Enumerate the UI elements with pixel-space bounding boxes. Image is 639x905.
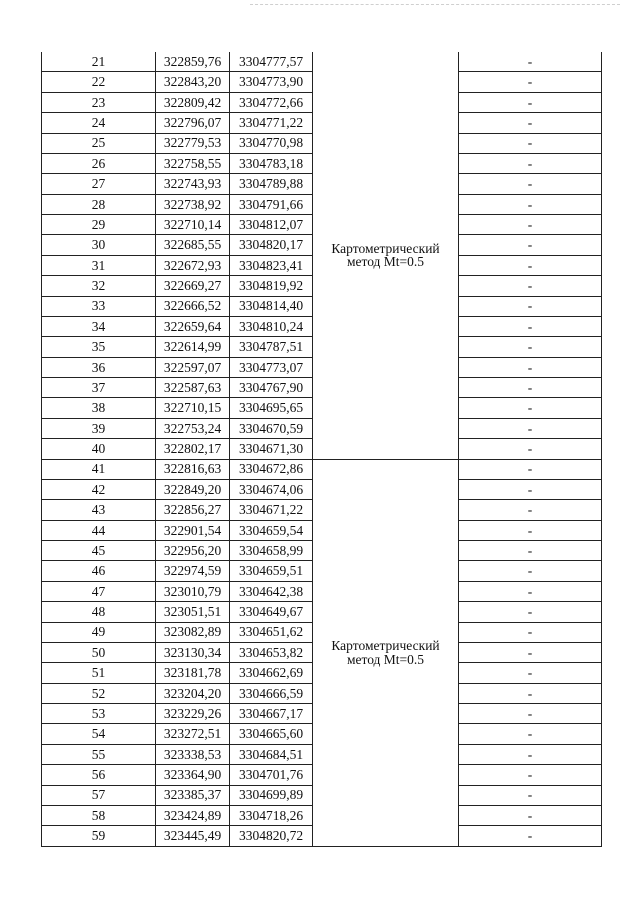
note-cell: - [459,826,602,846]
point-number-cell: 27 [42,174,156,194]
x-coordinate-cell: 322614,99 [156,337,230,357]
y-coordinate-cell: 3304820,17 [230,235,313,255]
coordinates-table-body [42,52,602,846]
x-coordinate-cell: 322974,59 [156,561,230,581]
x-coordinate-cell: 322669,27 [156,276,230,296]
y-coordinate-cell: 3304812,07 [230,215,313,235]
y-coordinate-cell: 3304653,82 [230,642,313,662]
note-cell: - [459,153,602,173]
x-coordinate-cell: 323445,49 [156,826,230,846]
point-number-cell: 23 [42,92,156,112]
y-coordinate-cell: 3304791,66 [230,194,313,214]
note-cell: - [459,602,602,622]
x-coordinate-cell: 323130,34 [156,642,230,662]
x-coordinate-cell: 322666,52 [156,296,230,316]
x-coordinate-cell: 322779,53 [156,133,230,153]
note-cell: - [459,704,602,724]
x-coordinate-cell: 322859,76 [156,52,230,72]
point-number-cell: 46 [42,561,156,581]
point-number-cell: 30 [42,235,156,255]
y-coordinate-cell: 3304772,66 [230,92,313,112]
point-number-cell: 34 [42,316,156,336]
method-label-line1: Картометрический [331,240,440,256]
y-coordinate-cell: 3304672,86 [230,459,313,479]
y-coordinate-cell: 3304814,40 [230,296,313,316]
note-cell: - [459,724,602,744]
point-number-cell: 35 [42,337,156,357]
y-coordinate-cell: 3304674,06 [230,479,313,499]
note-cell: - [459,52,602,72]
y-coordinate-cell: 3304671,22 [230,500,313,520]
y-coordinate-cell: 3304667,17 [230,704,313,724]
x-coordinate-cell: 323181,78 [156,663,230,683]
note-cell: - [459,398,602,418]
x-coordinate-cell: 322956,20 [156,541,230,561]
point-number-cell: 51 [42,663,156,683]
point-number-cell: 29 [42,215,156,235]
note-cell: - [459,113,602,133]
y-coordinate-cell: 3304810,24 [230,316,313,336]
coordinates-table [41,52,602,847]
x-coordinate-cell: 322685,55 [156,235,230,255]
y-coordinate-cell: 3304642,38 [230,581,313,601]
point-number-cell: 37 [42,378,156,398]
note-cell: - [459,785,602,805]
point-number-cell: 44 [42,520,156,540]
point-number-cell: 22 [42,72,156,92]
note-cell: - [459,805,602,825]
x-coordinate-cell: 323364,90 [156,765,230,785]
x-coordinate-cell: 323051,51 [156,602,230,622]
note-cell: - [459,296,602,316]
point-number-cell: 40 [42,439,156,459]
y-coordinate-cell: 3304651,62 [230,622,313,642]
x-coordinate-cell: 322901,54 [156,520,230,540]
point-number-cell: 42 [42,479,156,499]
y-coordinate-cell: 3304662,69 [230,663,313,683]
x-coordinate-cell: 323424,89 [156,805,230,825]
note-cell: - [459,337,602,357]
point-number-cell: 45 [42,541,156,561]
note-cell: - [459,500,602,520]
note-cell: - [459,541,602,561]
x-coordinate-cell: 323204,20 [156,683,230,703]
method-cell [313,459,459,846]
note-cell: - [459,765,602,785]
point-number-cell: 41 [42,459,156,479]
point-number-cell: 21 [42,52,156,72]
y-coordinate-cell: 3304718,26 [230,805,313,825]
y-coordinate-cell: 3304666,59 [230,683,313,703]
note-cell: - [459,642,602,662]
point-number-cell: 47 [42,581,156,601]
note-cell: - [459,133,602,153]
note-cell: - [459,92,602,112]
point-number-cell: 38 [42,398,156,418]
x-coordinate-cell: 322672,93 [156,255,230,275]
y-coordinate-cell: 3304777,57 [230,52,313,72]
x-coordinate-cell: 322743,93 [156,174,230,194]
point-number-cell: 52 [42,683,156,703]
y-coordinate-cell: 3304820,72 [230,826,313,846]
x-coordinate-cell: 322856,27 [156,500,230,520]
table-row [42,52,602,72]
note-cell: - [459,663,602,683]
method-label-line1: Картометрический [331,638,440,654]
x-coordinate-cell: 322738,92 [156,194,230,214]
y-coordinate-cell: 3304665,60 [230,724,313,744]
point-number-cell: 48 [42,602,156,622]
point-number-cell: 50 [42,642,156,662]
point-number-cell: 58 [42,805,156,825]
y-coordinate-cell: 3304649,67 [230,602,313,622]
y-coordinate-cell: 3304789,88 [230,174,313,194]
note-cell: - [459,459,602,479]
note-cell: - [459,418,602,438]
y-coordinate-cell: 3304767,90 [230,378,313,398]
note-cell: - [459,357,602,377]
note-cell: - [459,439,602,459]
y-coordinate-cell: 3304773,90 [230,72,313,92]
x-coordinate-cell: 323272,51 [156,724,230,744]
note-cell: - [459,174,602,194]
y-coordinate-cell: 3304819,92 [230,276,313,296]
x-coordinate-cell: 322802,17 [156,439,230,459]
point-number-cell: 26 [42,153,156,173]
x-coordinate-cell: 322843,20 [156,72,230,92]
note-cell: - [459,276,602,296]
x-coordinate-cell: 322816,63 [156,459,230,479]
x-coordinate-cell: 322710,15 [156,398,230,418]
method-label-line2: метод Mt=0.5 [346,254,425,270]
point-number-cell: 33 [42,296,156,316]
note-cell: - [459,316,602,336]
x-coordinate-cell: 322587,63 [156,378,230,398]
x-coordinate-cell: 322809,42 [156,92,230,112]
y-coordinate-cell: 3304684,51 [230,744,313,764]
x-coordinate-cell: 322758,55 [156,153,230,173]
point-number-cell: 53 [42,704,156,724]
x-coordinate-cell: 323229,26 [156,704,230,724]
point-number-cell: 55 [42,744,156,764]
y-coordinate-cell: 3304701,76 [230,765,313,785]
note-cell: - [459,479,602,499]
note-cell: - [459,520,602,540]
y-coordinate-cell: 3304771,22 [230,113,313,133]
y-coordinate-cell: 3304787,51 [230,337,313,357]
note-cell: - [459,581,602,601]
point-number-cell: 32 [42,276,156,296]
x-coordinate-cell: 323338,53 [156,744,230,764]
method-cell [313,52,459,459]
note-cell: - [459,194,602,214]
note-cell: - [459,561,602,581]
method-label-line2: метод Mt=0.5 [346,651,425,667]
x-coordinate-cell: 322597,07 [156,357,230,377]
x-coordinate-cell: 322753,24 [156,418,230,438]
note-cell: - [459,72,602,92]
x-coordinate-cell: 322849,20 [156,479,230,499]
point-number-cell: 57 [42,785,156,805]
note-cell: - [459,683,602,703]
point-number-cell: 56 [42,765,156,785]
point-number-cell: 28 [42,194,156,214]
point-number-cell: 49 [42,622,156,642]
note-cell: - [459,235,602,255]
note-cell: - [459,378,602,398]
x-coordinate-cell: 322710,14 [156,215,230,235]
note-cell: - [459,622,602,642]
y-coordinate-cell: 3304783,18 [230,153,313,173]
point-number-cell: 54 [42,724,156,744]
point-number-cell: 43 [42,500,156,520]
note-cell: - [459,215,602,235]
point-number-cell: 25 [42,133,156,153]
x-coordinate-cell: 322659,64 [156,316,230,336]
y-coordinate-cell: 3304670,59 [230,418,313,438]
y-coordinate-cell: 3304823,41 [230,255,313,275]
y-coordinate-cell: 3304659,51 [230,561,313,581]
point-number-cell: 59 [42,826,156,846]
point-number-cell: 31 [42,255,156,275]
y-coordinate-cell: 3304671,30 [230,439,313,459]
scan-artifact-line [250,4,620,6]
point-number-cell: 36 [42,357,156,377]
note-cell: - [459,255,602,275]
y-coordinate-cell: 3304695,65 [230,398,313,418]
note-cell: - [459,744,602,764]
y-coordinate-cell: 3304699,89 [230,785,313,805]
x-coordinate-cell: 323082,89 [156,622,230,642]
x-coordinate-cell: 323010,79 [156,581,230,601]
y-coordinate-cell: 3304658,99 [230,541,313,561]
table-row [42,459,602,479]
y-coordinate-cell: 3304773,07 [230,357,313,377]
point-number-cell: 24 [42,113,156,133]
point-number-cell: 39 [42,418,156,438]
y-coordinate-cell: 3304659,54 [230,520,313,540]
x-coordinate-cell: 322796,07 [156,113,230,133]
x-coordinate-cell: 323385,37 [156,785,230,805]
y-coordinate-cell: 3304770,98 [230,133,313,153]
